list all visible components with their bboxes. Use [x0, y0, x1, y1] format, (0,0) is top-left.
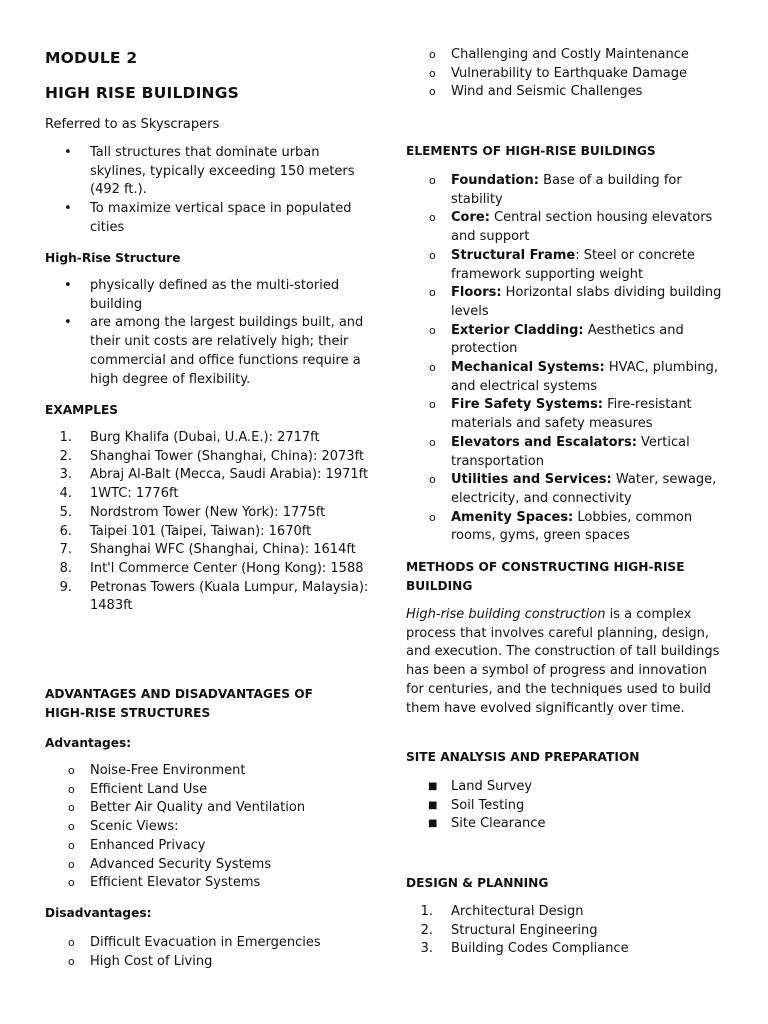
circle-bullet-icon: o: [68, 820, 75, 834]
structure-heading: High-Rise Structure: [45, 251, 181, 265]
square-bullet-icon: ■: [428, 818, 438, 830]
examples-list: [45, 429, 375, 616]
methods-paragraph: High-rise building construction is a complex process that involves careful planning, design, and execution. The construction of tall buildings has been a symbol of progress and innovation for centuries, and the techniques used to build them have evolved significantly over time.: [406, 607, 720, 716]
list-item: 2. Shanghai Tower (Shanghai, China): 2073ft: [59, 448, 365, 464]
list-item: 5. Nordstrom Tower (New York): 1775ft: [59, 504, 326, 520]
page-title: HIGH RISE BUILDINGS: [45, 84, 240, 102]
list-item: o Efficient Elevator Systems: [45, 874, 375, 893]
circle-bullet-icon: o: [429, 398, 436, 412]
bullet-icon: •: [64, 278, 72, 293]
intro-text: Referred to as Skyscrapers: [45, 117, 220, 132]
advantages-label: Advantages:: [45, 736, 132, 750]
circle-bullet-icon: o: [429, 211, 436, 225]
circle-bullet-icon: o: [429, 66, 436, 80]
circle-bullet-icon: o: [429, 435, 436, 449]
list-item: o Noise-Free Environment: [45, 762, 375, 781]
square-bullet-icon: ■: [428, 799, 438, 811]
advantages-section-heading: ADVANTAGES AND DISADVANTAGES OF HIGH-RISE STRUCTURES: [45, 687, 313, 720]
circle-bullet-icon: o: [429, 323, 436, 337]
list-item: 3. Building Codes Compliance: [420, 941, 629, 957]
list-item: o Better Air Quality and Ventilation: [45, 799, 375, 818]
list-item: 2. Structural Engineering: [420, 922, 598, 938]
list-item: • physically defined as the multi-storied building: [64, 278, 340, 312]
list-item: o Mechanical Systems: HVAC, plumbing, and electrical systems: [429, 360, 718, 394]
list-item: o Amenity Spaces: Lobbies, common rooms, gyms, green spaces: [429, 509, 693, 544]
circle-bullet-icon: o: [429, 361, 436, 375]
circle-bullet-icon: o: [68, 876, 75, 890]
disadvantages-list: [45, 934, 375, 971]
structure-bullets: [45, 277, 375, 389]
list-item: 9. Petronas Towers (Kuala Lumpur, Malaysia): 1483ft: [59, 579, 369, 614]
list-item: • Tall structures that dominate urban skylines, typically exceeding 150 meters (492 ft.).: [64, 145, 355, 198]
list-item: ■ Soil Testing: [406, 797, 736, 816]
circle-bullet-icon: o: [68, 954, 75, 968]
list-item: o Utilities and Services: Water, sewage, electricity, and connectivity: [429, 472, 717, 506]
design-list: [406, 903, 736, 959]
list-item: ■ Site Clearance: [406, 815, 736, 834]
list-item: 6. Taipei 101 (Taipei, Taiwan): 1670ft: [59, 523, 312, 539]
list-item: o Elevators and Escalators: Vertical transportation: [429, 434, 690, 469]
circle-bullet-icon: o: [429, 286, 436, 300]
circle-bullet-icon: o: [429, 48, 436, 61]
circle-bullet-icon: o: [429, 85, 436, 99]
site-heading: SITE ANALYSIS AND PREPARATION: [406, 750, 640, 764]
list-item: o Efficient Land Use: [45, 781, 375, 800]
circle-bullet-icon: o: [429, 174, 436, 187]
disadvantages-list-continued: [406, 46, 736, 102]
circle-bullet-icon: o: [429, 510, 436, 524]
elements-heading: ELEMENTS OF HIGH-RISE BUILDINGS: [406, 144, 656, 158]
elements-list: [406, 172, 736, 546]
circle-bullet-icon: o: [68, 764, 75, 777]
list-item: o Vulnerability to Earthquake Damage: [406, 65, 736, 84]
list-item: 8. Int'l Commerce Center (Hong Kong): 1588: [59, 560, 364, 576]
module-label: MODULE 2: [45, 49, 138, 67]
circle-bullet-icon: o: [429, 248, 436, 262]
examples-heading: EXAMPLES: [45, 403, 119, 417]
circle-bullet-icon: o: [68, 838, 75, 852]
list-item: o Foundation: Base of a building for stability: [429, 173, 682, 207]
disadvantages-label: Disadvantages:: [45, 906, 152, 920]
list-item: o Enhanced Privacy: [45, 837, 375, 856]
list-item: 1. Burg Khalifa (Dubai, U.A.E.): 2717ft: [59, 430, 320, 445]
list-item: 4. 1WTC: 1776ft: [59, 486, 179, 502]
list-item: • To maximize vertical space in populated cities: [64, 201, 352, 235]
list-item: o High Cost of Living: [45, 953, 375, 972]
list-item: o Floors: Horizontal slabs dividing building levels: [429, 285, 722, 319]
circle-bullet-icon: o: [68, 801, 75, 815]
list-item: o Difficult Evacuation in Emergencies: [45, 934, 375, 953]
circle-bullet-icon: o: [68, 782, 75, 796]
list-item: • are among the largest buildings built, and their unit costs are relatively high; their commercial and office functions require a high degree of flexibility.: [64, 315, 364, 387]
circle-bullet-icon: o: [68, 857, 75, 871]
list-item: 7. Shanghai WFC (Shanghai, China): 1614ft: [59, 542, 356, 558]
list-item: o Fire Safety Systems: Fire-resistant materials and safety measures: [429, 397, 692, 432]
list-item: o Structural Frame: Steel or concrete framework supporting weight: [429, 247, 695, 282]
list-item: o Exterior Cladding: Aesthetics and protection: [429, 322, 684, 357]
list-item: ■ Land Survey: [406, 778, 736, 797]
bullet-icon: •: [64, 201, 72, 217]
list-item: o Scenic Views:: [45, 818, 375, 837]
list-item: 3. Abraj Al-Balt (Mecca, Saudi Arabia): 1971ft: [59, 467, 369, 483]
methods-heading: METHODS OF CONSTRUCTING HIGH-RISE BUILDING: [406, 560, 685, 593]
bullet-icon: •: [64, 315, 72, 331]
list-item: o Core: Central section housing elevators and support: [429, 210, 713, 245]
list-item: o Wind and Seismic Challenges: [406, 83, 736, 102]
list-item: o Advanced Security Systems: [45, 856, 375, 875]
advantages-list: [45, 762, 375, 893]
site-list: [406, 778, 736, 834]
list-item: 1. Architectural Design: [420, 904, 584, 919]
square-bullet-icon: ■: [428, 781, 438, 792]
list-item: o Challenging and Costly Maintenance: [406, 46, 736, 65]
circle-bullet-icon: o: [429, 473, 436, 487]
circle-bullet-icon: o: [68, 936, 75, 949]
bullet-icon: •: [64, 145, 72, 160]
intro-bullets: [45, 144, 375, 238]
design-heading: DESIGN & PLANNING: [406, 876, 549, 890]
